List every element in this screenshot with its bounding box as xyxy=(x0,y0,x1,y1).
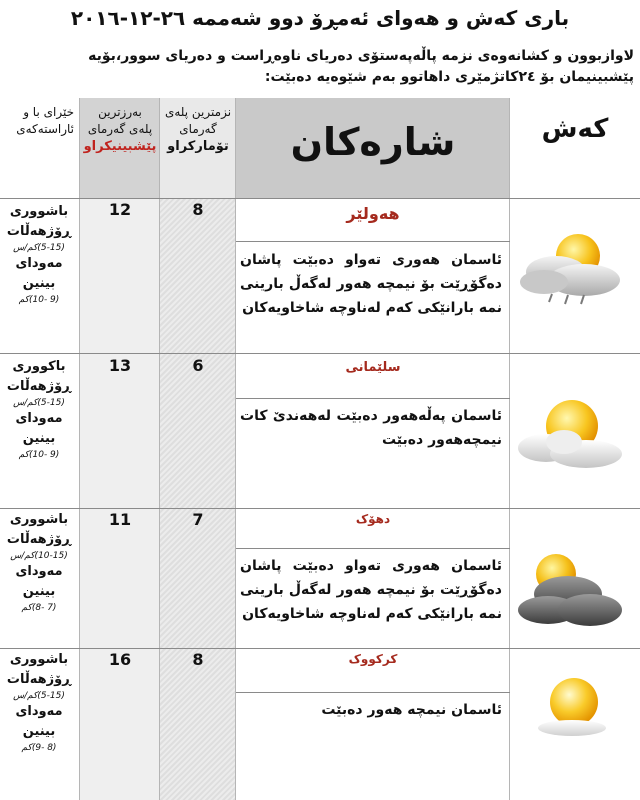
max-temp-value: 13 xyxy=(108,356,132,375)
header-city xyxy=(236,98,510,198)
wind-direction: باکووری ڕۆژهەڵات xyxy=(6,359,72,394)
header-min-line1: نزمترین پلەی xyxy=(164,105,232,119)
city-name: هەولێر xyxy=(346,204,400,223)
wind-direction: باشووری ڕۆژهەڵات xyxy=(6,512,72,547)
cloud-sun-rain-icon xyxy=(516,228,626,308)
forecast-intro: لاوازبوون و کشانەوەی نزمە پاڵەپەستۆی دەریای ناوەڕاست و دەریای سوور،بۆیە پێشبینیمان بۆ ٢٤کاتژمێری داهاتوو بەم شێوەیە دەبێت: xyxy=(88,48,634,85)
row-divider xyxy=(0,353,640,354)
page-title: باری کەش و هەوای ئەمڕۆ دوو شەممە ٢٦-١٢-٢٠١٦ xyxy=(70,6,570,30)
header-wind xyxy=(0,98,80,198)
wind-speed: (5-15)کم/س xyxy=(13,691,65,701)
header-max-line1: بەرزترین xyxy=(98,105,142,119)
header-city-label: شارەکان xyxy=(290,120,456,164)
city-divider xyxy=(236,692,510,693)
column-divider xyxy=(79,98,80,800)
weather-description: ئاسمان هەوری تەواو دەبێت پاشان دەگۆڕێت بۆ نیمچە هەور لەگەڵ بارینی نمە بارانێکی کەم لەناوچە شاخاویەکان xyxy=(240,558,502,622)
header-wind-line1: خێرای با و xyxy=(23,105,74,119)
row-divider xyxy=(0,198,640,199)
wind-info xyxy=(0,650,78,754)
wind-direction: باشووری ڕۆژهەڵات xyxy=(6,652,72,687)
header-min-sub: تۆمارکراو xyxy=(167,139,229,154)
wind-speed: (5-15)کم/س xyxy=(13,398,65,408)
wind-info xyxy=(0,510,78,614)
row-divider xyxy=(0,648,640,649)
city-divider xyxy=(236,548,510,549)
min-temp-value: 6 xyxy=(192,356,204,375)
header-max-temp xyxy=(80,98,160,198)
visibility-value: (9 -10)کم xyxy=(18,450,60,460)
forecast-table xyxy=(0,98,640,800)
sun-behind-cloud-icon xyxy=(512,396,630,476)
row-divider xyxy=(0,508,640,509)
visibility-value: (9 -10)کم xyxy=(18,295,60,305)
min-temp-value: 8 xyxy=(192,650,204,669)
visibility-value: (7 -8)کم xyxy=(21,603,57,613)
header-max-line2: پلەی گەرمای xyxy=(87,122,153,136)
header-icon-label: کەش xyxy=(541,114,609,144)
column-divider xyxy=(159,98,160,800)
header-min-temp xyxy=(160,98,236,198)
city-name: سلێمانی xyxy=(345,360,401,375)
max-temp-value: 11 xyxy=(108,510,132,529)
min-temp-value: 8 xyxy=(192,200,204,219)
wind-speed: (5-15)کم/س xyxy=(13,243,65,253)
visibility-label: مەودای بینین xyxy=(15,704,63,739)
max-temp-value: 16 xyxy=(108,650,132,669)
max-temp-value: 12 xyxy=(108,200,132,219)
wind-direction: باشووری ڕۆژهەڵات xyxy=(6,204,72,239)
wind-info xyxy=(0,202,78,306)
header-max-sub: پێشبینیکراو xyxy=(83,139,157,154)
city-divider xyxy=(236,241,510,242)
dark-cloud-sun-icon xyxy=(512,548,626,634)
weather-description: ئاسمان نیمچە هەور دەبێت xyxy=(321,702,502,718)
city-name: دهۆک xyxy=(355,512,391,526)
wind-info xyxy=(0,357,78,461)
city-divider xyxy=(236,398,510,399)
weather-description: ئاسمان هەوری تەواو دەبێت پاشان دەگۆڕێت بۆ نیمچە هەور لەگەڵ بارینی نمە بارانێکی کەم لەناوچە شاخاویەکان xyxy=(240,252,502,316)
sun-light-cloud-icon xyxy=(524,668,620,744)
city-name: کرکووک xyxy=(348,652,398,666)
weather-description: ئاسمان پەڵەهەور دەبێت لەهەندێ کات نیمچەهەور دەبێت xyxy=(240,408,502,448)
visibility-label: مەودای بینین xyxy=(15,411,63,446)
min-temp-value: 7 xyxy=(192,510,204,529)
visibility-value: (8 -9)کم xyxy=(21,743,57,753)
visibility-label: مەودای بینین xyxy=(15,256,63,291)
wind-speed: (10-15)کم/س xyxy=(10,551,68,561)
header-icon xyxy=(510,98,640,198)
visibility-label: مەودای بینین xyxy=(15,564,63,599)
header-wind-line2: ئاراستەکەی xyxy=(16,122,74,136)
header-min-line2: گەرمای xyxy=(179,122,217,136)
